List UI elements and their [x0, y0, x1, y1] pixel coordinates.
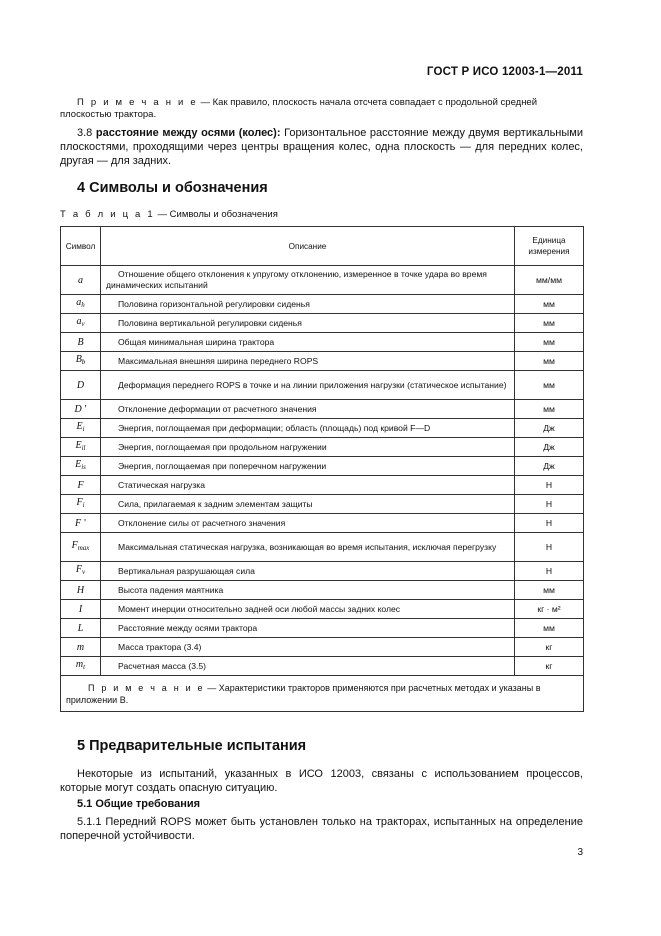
symbol-letter: F: [75, 517, 82, 529]
description-text: Половина вертикальной регулировки сиденья: [118, 317, 302, 328]
table-row: [61, 333, 584, 352]
symbol-cell: [61, 295, 101, 314]
description-text: Высота падения маятника: [118, 584, 224, 595]
table-row: [61, 438, 584, 457]
description-cell: [101, 457, 515, 476]
symbol-cell: [61, 419, 101, 438]
unit-cell: Н: [515, 533, 584, 562]
description-cell: [101, 581, 515, 600]
description-text: Масса трактора (3.4): [118, 641, 202, 652]
table-caption: [60, 209, 278, 220]
symbol-letter: m: [75, 659, 84, 670]
symbol-cell: [61, 619, 101, 638]
symbol-letter: F: [75, 564, 82, 575]
symbol-cell: [61, 438, 101, 457]
symbol-letter: F: [76, 497, 83, 508]
description-cell: [101, 514, 515, 533]
symbol-cell: [61, 266, 101, 295]
symbol-letter: B: [75, 354, 82, 365]
table-note-text: — Характеристики тракторов применяются при расчетных методах и указаны в приложении В.: [66, 682, 541, 705]
header-symbol: Символ: [61, 227, 101, 266]
section-5-title: 5 Предварительные испытания: [77, 738, 307, 754]
description-cell: [101, 619, 515, 638]
table-note-label: П р и м е ч а н и е: [88, 682, 205, 693]
subsection-5-1-title: 5.1 Общие требования: [77, 798, 201, 810]
symbol-cell: [61, 638, 101, 657]
symbol-letter: D: [74, 403, 82, 415]
clause-3-8: [60, 126, 583, 168]
document-header: ГОСТ Р ИСО 12003-1—2011: [426, 66, 583, 78]
symbol-letter: F: [71, 540, 78, 551]
table-header-row: [61, 227, 584, 266]
symbol-subscript: is: [81, 463, 86, 471]
description-text: Вертикальная разрушающая сила: [118, 565, 255, 576]
clause-number: 3.8: [77, 127, 93, 139]
description-text: Деформация переднего ROPS в точке и на линии приложения нагрузки (статическое испытание): [118, 379, 507, 390]
description-text: Отклонение силы от расчетного значения: [118, 517, 286, 528]
symbol-letter: E: [75, 440, 82, 451]
symbol-cell: [61, 352, 101, 371]
description-text: Статическая нагрузка: [118, 479, 206, 490]
table-row: [61, 371, 584, 400]
description-cell: [101, 371, 515, 400]
symbol-prime: ': [84, 517, 86, 529]
description-cell: [101, 333, 515, 352]
table-note-row: [61, 676, 584, 712]
description-cell: [101, 314, 515, 333]
table-row: [61, 419, 584, 438]
symbol-cell: [61, 533, 101, 562]
symbol-subscript: max: [77, 544, 90, 552]
section-4-title: 4 Символы и обозначения: [77, 180, 268, 196]
description-cell: [101, 600, 515, 619]
description-cell: [101, 638, 515, 657]
table-row: [61, 619, 584, 638]
description-cell: [101, 533, 515, 562]
description-cell: [101, 438, 515, 457]
table-row: [61, 352, 584, 371]
clause-text: Горизонтальное расстояние между двумя вертикальными плоскостями, проходящими через центры вращения колес, одна плоскость — для передних колес, другая — для задних.: [60, 127, 583, 167]
note-label: П р и м е ч а н и е: [77, 97, 198, 108]
symbol-subscript: b: [81, 358, 86, 366]
symbol-letter: m: [76, 641, 85, 653]
symbol-cell: [61, 476, 101, 495]
header-unit: Единица измерения: [515, 227, 584, 266]
symbol-subscript: i: [82, 425, 85, 433]
unit-cell: Дж: [515, 438, 584, 457]
unit-cell: мм: [515, 400, 584, 419]
description-text: Половина горизонтальной регулировки сиденья: [118, 298, 310, 309]
symbol-letter: F: [77, 479, 84, 491]
note-text: — Как правило, плоскость начала отсчета совпадает с продольной средней плоскостью трактора.: [60, 97, 538, 120]
symbol-letter: E: [75, 459, 82, 470]
symbol-letter: B: [77, 336, 84, 348]
unit-cell: мм/мм: [515, 266, 584, 295]
unit-cell: мм: [515, 333, 584, 352]
symbol-letter: I: [78, 603, 83, 615]
table-row: [61, 562, 584, 581]
symbol-cell: [61, 457, 101, 476]
symbol-cell: [61, 371, 101, 400]
page-number: 3: [577, 847, 583, 858]
table-row: [61, 581, 584, 600]
symbol-cell: [61, 400, 101, 419]
clause-5-1-1: 5.1.1 Передний ROPS может быть установлен только на тракторах, испытанных на определение поперечной устойчивости.: [60, 816, 583, 842]
unit-cell: мм: [515, 619, 584, 638]
symbol-cell: [61, 495, 101, 514]
unit-cell: Дж: [515, 457, 584, 476]
table-row: [61, 400, 584, 419]
table-row: [61, 600, 584, 619]
section-5-intro: Некоторые из испытаний, указанных в ИСО 12003, связаны с использованием процессов, которые могут создать опасную ситуацию.: [60, 768, 583, 794]
symbol-cell: [61, 562, 101, 581]
description-text: Расчетная масса (3.5): [118, 660, 207, 671]
table-row: [61, 457, 584, 476]
symbols-table: [60, 226, 584, 712]
description-text: Энергия, поглощаемая при поперечном нагружении: [118, 460, 327, 471]
clause-term: расстояние между осями (колес):: [95, 127, 281, 139]
symbol-subscript: il: [81, 444, 86, 452]
symbol-letter: a: [76, 297, 82, 308]
symbol-subscript: i: [82, 501, 85, 509]
table-caption-label: Т а б л и ц а 1: [60, 209, 155, 220]
table-row: [61, 514, 584, 533]
symbol-letter: a: [76, 316, 82, 327]
description-cell: [101, 476, 515, 495]
symbol-subscript: h: [81, 301, 85, 309]
unit-cell: мм: [515, 314, 584, 333]
table-row: [61, 314, 584, 333]
symbol-letter: L: [77, 622, 84, 634]
description-cell: [101, 400, 515, 419]
description-text: Момент инерции относительно задней оси любой массы задних колес: [118, 603, 401, 614]
symbol-letter: a: [78, 274, 83, 286]
symbol-letter: H: [76, 584, 85, 596]
table-row: [61, 495, 584, 514]
description-text: Максимальная статическая нагрузка, возникающая во время испытания, исключая перегрузку: [118, 541, 497, 552]
unit-cell: кг: [515, 657, 584, 676]
table-row: [61, 657, 584, 676]
table-note: [61, 676, 584, 712]
symbol-cell: [61, 314, 101, 333]
symbol-cell: [61, 333, 101, 352]
description-cell: [101, 352, 515, 371]
description-cell: [101, 266, 515, 295]
description-cell: [101, 295, 515, 314]
unit-cell: кг · м²: [515, 600, 584, 619]
description-cell: [101, 495, 515, 514]
symbol-letter: E: [76, 421, 83, 432]
table-row: [61, 638, 584, 657]
description-cell: [101, 419, 515, 438]
description-text: Максимальная внешняя ширина переднего ROPS: [118, 355, 319, 366]
symbol-letter: D: [76, 379, 85, 391]
description-text: Отношение общего отклонения к упругому отклонению, измеренное в точке удара во время динамических испытаний: [106, 269, 487, 290]
unit-cell: мм: [515, 352, 584, 371]
symbol-cell: [61, 514, 101, 533]
description-text: Отклонение деформации от расчетного значения: [118, 403, 317, 414]
description-text: Сила, прилагаемая к задним элементам защиты: [118, 498, 313, 509]
unit-cell: Н: [515, 562, 584, 581]
header-description: Описание: [101, 227, 515, 266]
symbol-subscript: v: [82, 568, 86, 576]
description-cell: [101, 562, 515, 581]
symbol-cell: [61, 657, 101, 676]
unit-cell: кг: [515, 638, 584, 657]
table-caption-text: — Символы и обозначения: [154, 209, 278, 220]
description-text: Энергия, поглощаемая при продольном нагружении: [118, 441, 327, 452]
symbol-cell: [61, 600, 101, 619]
unit-cell: Н: [515, 495, 584, 514]
description-cell: [101, 657, 515, 676]
description-text: Энергия, поглощаемая при деформации; область (площадь) под кривой F—D: [118, 422, 431, 433]
symbol-prime: ': [84, 403, 87, 415]
unit-cell: мм: [515, 371, 584, 400]
symbol-subscript: t: [83, 663, 86, 671]
table-row: [61, 266, 584, 295]
unit-cell: Дж: [515, 419, 584, 438]
symbol-cell: [61, 581, 101, 600]
description-text: Общая минимальная ширина трактора: [118, 336, 275, 347]
table-row: [61, 295, 584, 314]
unit-cell: мм: [515, 581, 584, 600]
table-row: [61, 533, 584, 562]
note-reference-plane: [60, 97, 583, 121]
description-text: Расстояние между осями трактора: [118, 622, 258, 633]
unit-cell: мм: [515, 295, 584, 314]
symbol-subscript: v: [81, 320, 85, 328]
unit-cell: Н: [515, 514, 584, 533]
table-row: [61, 476, 584, 495]
unit-cell: Н: [515, 476, 584, 495]
